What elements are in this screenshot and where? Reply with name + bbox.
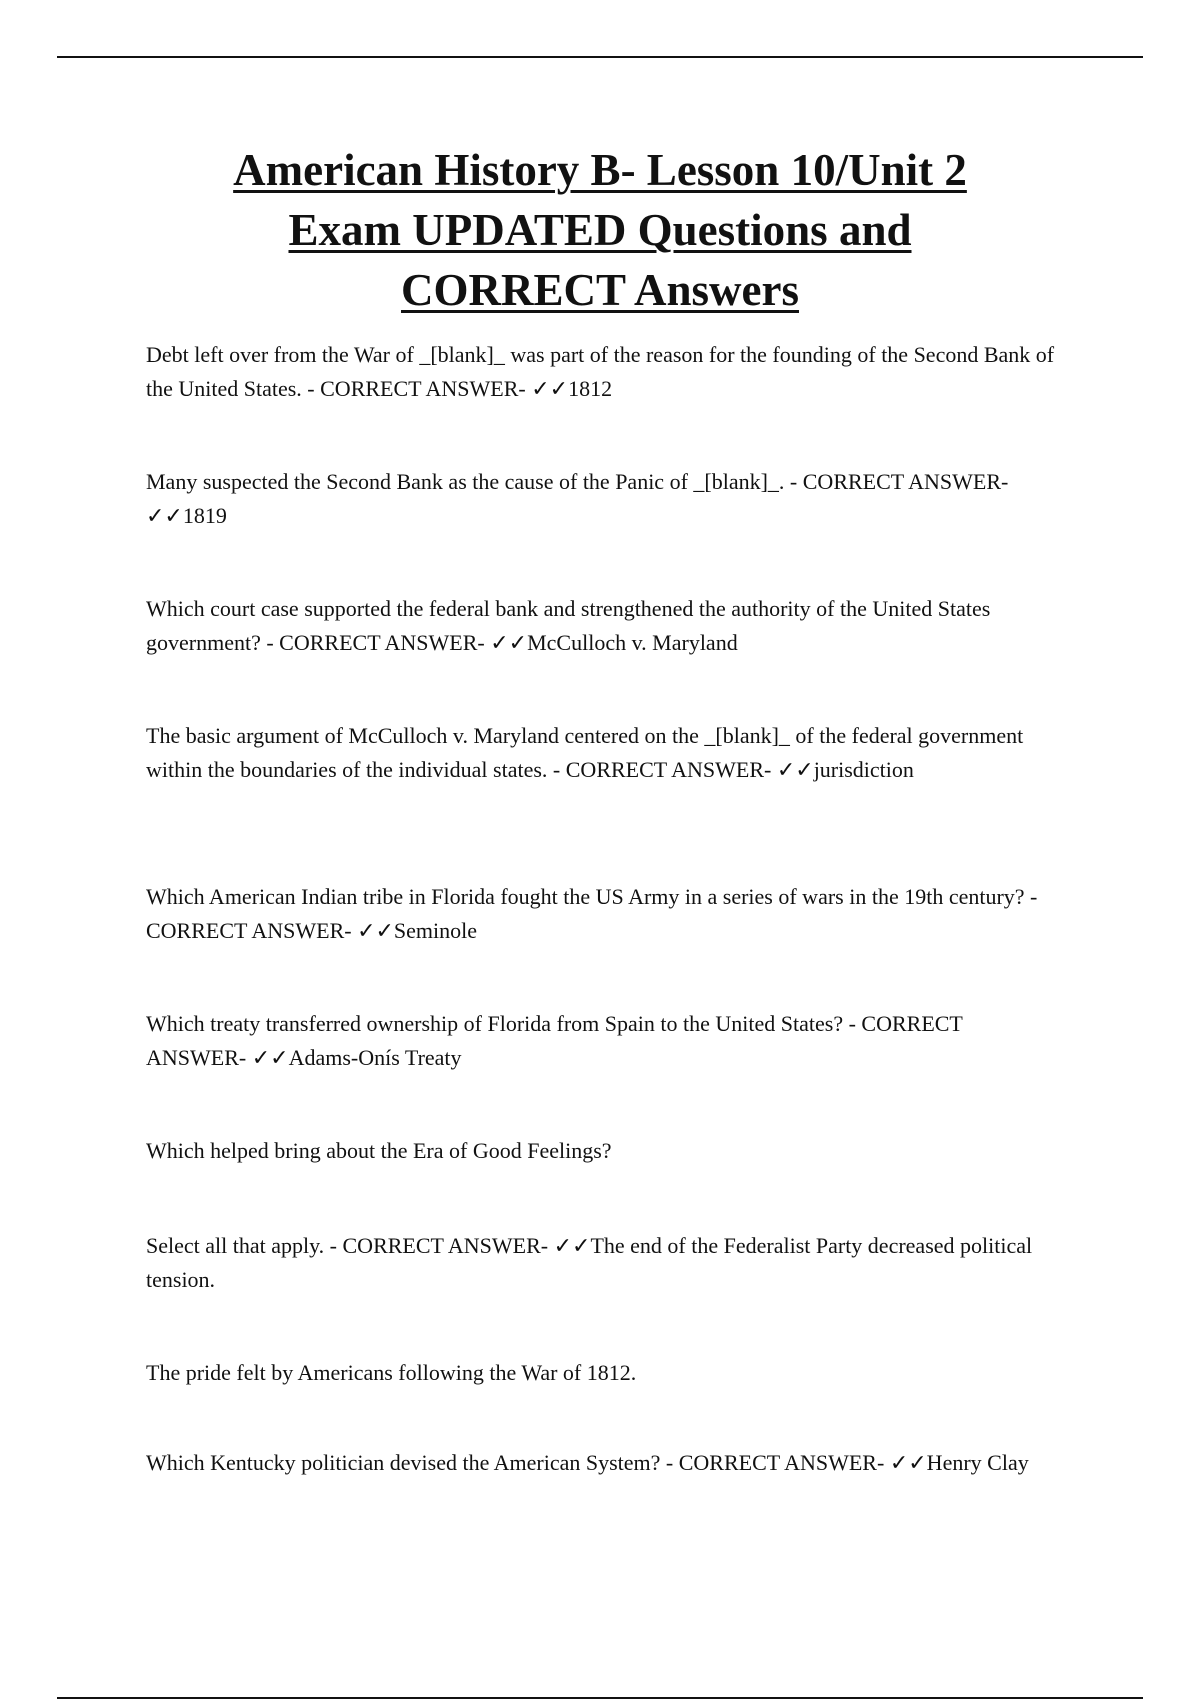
title-line-3: CORRECT Answers <box>401 265 799 315</box>
document-title <box>140 140 1060 320</box>
question-text: Debt left over from the War of _[blank]_ was part of the reason for the founding of the Second Bank of the United States. - CORRECT ANSWER- <box>146 342 1055 401</box>
question-text: Which treaty transferred ownership of Florida from Spain to the United States? - CORRECT ANSWER- <box>146 1011 963 1070</box>
answer-text: ✓✓The end of the Federalist Party decreased political tension. <box>146 1233 1033 1292</box>
qa-item-7 <box>146 1134 1056 1168</box>
qa-item-6 <box>146 1007 1056 1075</box>
answer-text: ✓✓1819 <box>146 503 227 528</box>
qa-item-2 <box>146 465 1056 533</box>
title-line-1: American History B- Lesson 10/Unit 2 <box>233 145 967 195</box>
qa-item-10 <box>146 1446 1056 1480</box>
bottom-rule <box>57 1697 1143 1699</box>
question-text: The pride felt by Americans following the War of 1812. <box>146 1360 637 1385</box>
question-text: Which Kentucky politician devised the American System? - CORRECT ANSWER- <box>146 1450 890 1475</box>
question-text: Which American Indian tribe in Florida fought the US Army in a series of wars in the 19th century? - CORRECT ANSWER- <box>146 884 1038 943</box>
question-text: The basic argument of McCulloch v. Maryland centered on the _[blank]_ of the federal government within the boundaries of the individual states. - CORRECT ANSWER- <box>146 723 1024 782</box>
title-line-2: Exam UPDATED Questions and <box>288 205 912 255</box>
qa-item-5 <box>146 880 1056 948</box>
qa-item-4 <box>146 719 1056 787</box>
qa-item-9 <box>146 1356 1056 1390</box>
qa-item-8 <box>146 1229 1056 1297</box>
answer-text: ✓✓jurisdiction <box>776 757 914 782</box>
qa-item-3 <box>146 592 1056 660</box>
answer-text: ✓✓1812 <box>531 376 613 401</box>
qa-item-1 <box>146 338 1056 406</box>
question-text: Which helped bring about the Era of Good Feelings? <box>146 1138 612 1163</box>
answer-text: ✓✓Henry Clay <box>889 1450 1029 1475</box>
answer-text: ✓✓Adams-Onís Treaty <box>251 1045 462 1070</box>
top-rule <box>57 56 1143 58</box>
question-text: Many suspected the Second Bank as the cause of the Panic of _[blank]_. - CORRECT ANSWER- <box>146 469 1009 494</box>
question-text: Select all that apply. - CORRECT ANSWER- <box>146 1233 554 1258</box>
answer-text: ✓✓McCulloch v. Maryland <box>490 630 738 655</box>
answer-text: ✓✓Seminole <box>357 918 478 943</box>
question-text: Which court case supported the federal bank and strengthened the authority of the United States government? - CORRECT ANSWER- <box>146 596 991 655</box>
